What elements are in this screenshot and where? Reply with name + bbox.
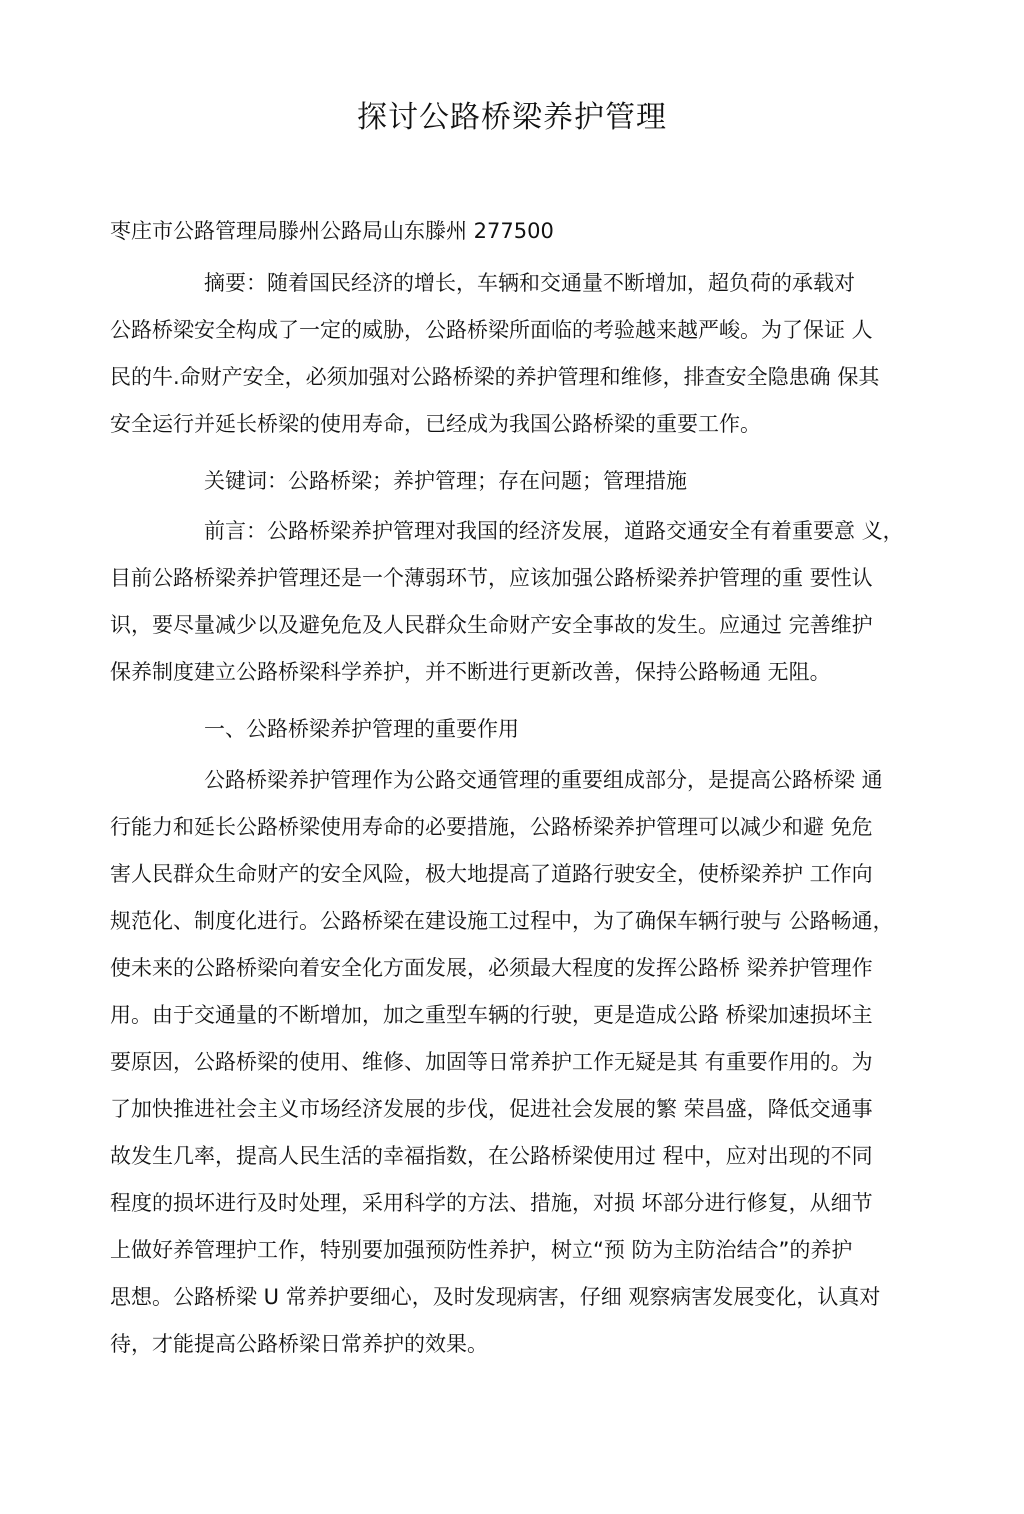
- section1-line: 规范化、制度化进行。公路桥梁在建设施工过程中，为了确保车辆行驶与 公路畅通，: [110, 909, 894, 933]
- abstract-line: 安全运行并延长桥梁的使用寿命，已经成为我国公路桥梁的重要工作。: [110, 412, 761, 436]
- section1-line: 了加快推进社会主义市场经济发展的步伐，促进社会发展的繁 荣昌盛，降低交通事: [110, 1097, 873, 1121]
- abstract-line: 摘要：随着国民经济的增长，车辆和交通量不断增加，超负荷的承载对: [204, 271, 855, 295]
- section1-line: 公路桥梁养护管理作为公路交通管理的重要组成部分，是提高公路桥梁 通: [204, 768, 883, 792]
- section1-line: 害人民群众生命财产的安全风险，极大地提高了道路行驶安全，使桥梁养护 工作向: [110, 862, 873, 886]
- section1-paragraph: [110, 757, 930, 1368]
- intro-line: 保养制度建立公路桥梁科学养护，并不断进行更新改善，保持公路畅通 无阻。: [110, 660, 831, 684]
- intro-line: 识，要尽量减少以及避免危及人民群众生命财产安全事故的发生。应通过 完善维护: [110, 613, 873, 637]
- keywords-paragraph: [110, 458, 930, 505]
- intro-line: 前言：公路桥梁养护管理对我国的经济发展，道路交通安全有着重要意 义，: [204, 519, 904, 543]
- section1-line: 待，才能提高公路桥梁日常养护的效果。: [110, 1332, 488, 1356]
- section-heading: [110, 706, 930, 753]
- author-affiliation: 枣庄市公路管理局滕州公路局山东滕州 277500: [110, 219, 554, 243]
- keywords-line: 关键词：公路桥梁；养护管理；存在问题；管理措施: [204, 469, 687, 493]
- section1-line: 上做好养管理护工作，特别要加强预防性养护，树立“预 防为主防治结合”的养护: [110, 1238, 853, 1262]
- section1-line: 使未来的公路桥梁向着安全化方面发展，必须最大程度的发挥公路桥 梁养护管理作: [110, 956, 873, 980]
- section1-line: 要原因，公路桥梁的使用、维修、加固等日常养护工作无疑是其 有重要作用的。为: [110, 1050, 873, 1074]
- section1-line: 程度的损坏进行及时处理，采用科学的方法、措施，对损 坏部分进行修复，从细节: [110, 1191, 873, 1215]
- section1-line: 用。由于交通量的不断增加，加之重型车辆的行驶，更是造成公路 桥梁加速损坏主: [110, 1003, 873, 1027]
- abstract-paragraph: [110, 260, 930, 448]
- section1-line: 行能力和延长公路桥梁使用寿命的必要措施，公路桥梁养护管理可以减少和避 免危: [110, 815, 873, 839]
- intro-paragraph: [110, 508, 930, 696]
- section1-heading: 一、公路桥梁养护管理的重要作用: [204, 717, 519, 741]
- document-title: 探讨公路桥梁养护管理: [357, 100, 667, 135]
- abstract-line: 民的牛.命财产安全，必须加强对公路桥梁的养护管理和维修，排查安全隐患确 保其: [110, 365, 880, 389]
- intro-line: 目前公路桥梁养护管理还是一个薄弱环节，应该加强公路桥梁养护管理的重 要性认: [110, 566, 873, 590]
- abstract-line: 公路桥梁安全构成了一定的威胁，公路桥梁所面临的考验越来越严峻。为了保证 人: [110, 318, 873, 342]
- section1-line: 思想。公路桥梁 U 常养护要细心，及时发现病害，仔细 观察病害发展变化，认真对: [110, 1285, 881, 1309]
- section1-line: 故发生几率，提高人民生活的幸福指数，在公路桥梁使用过 程中，应对出现的不同: [110, 1144, 873, 1168]
